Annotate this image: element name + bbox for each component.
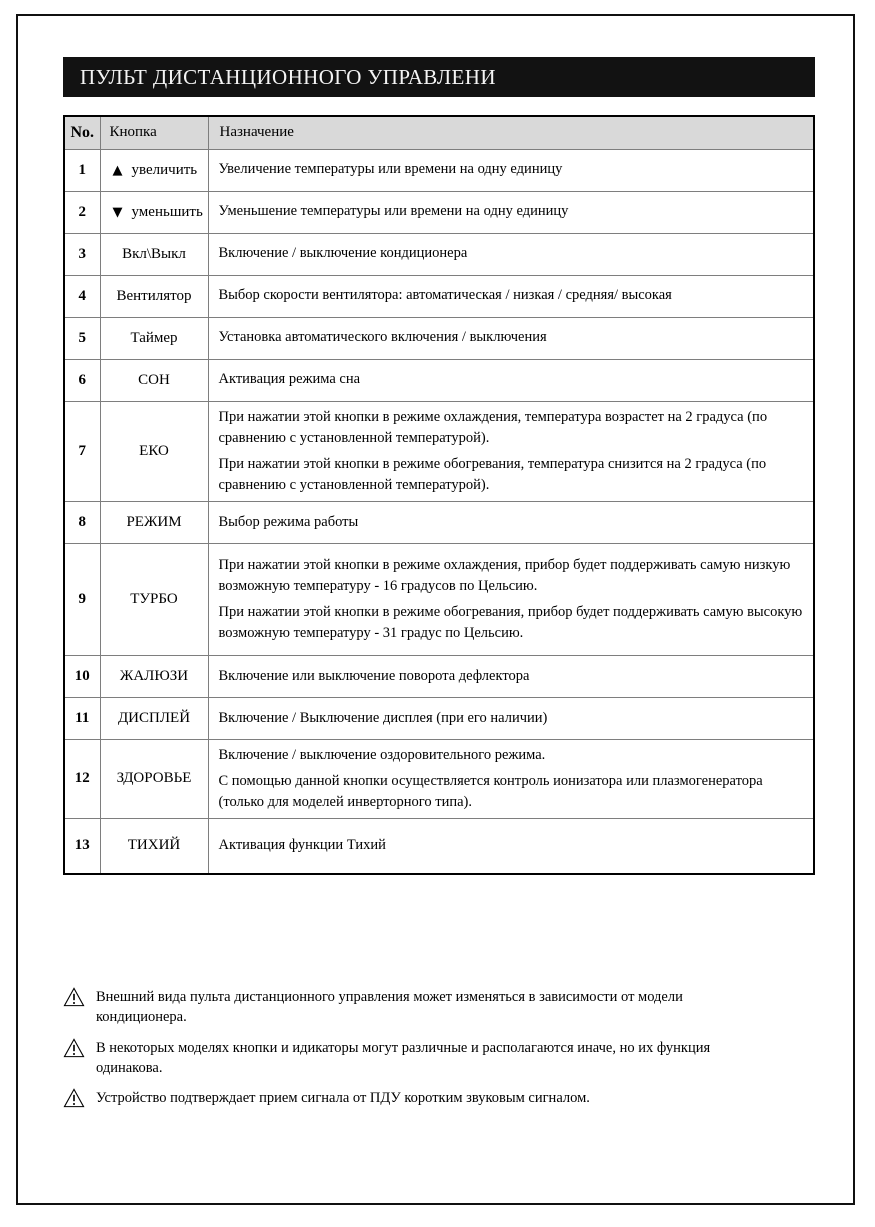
section-title-bar: [63, 57, 815, 97]
purpose-paragraph: С помощью данной кнопки осуществляется контроль ионизатора или плазмогенератора (только для моделей инверторного типа).: [218, 772, 763, 810]
purpose-cell: [208, 655, 814, 697]
purpose-paragraph: Включение / Выключение дисплея (при его наличии): [218, 709, 548, 726]
row-number-cell: 12: [64, 739, 100, 818]
button-name-cell: [100, 697, 208, 739]
note-text: Устройство подтверждает прием сигнала от ПДУ коротким звуковым сигналом.: [96, 1090, 590, 1107]
row-number-cell: 1: [64, 149, 100, 191]
purpose-cell: [208, 543, 814, 655]
column-header-no: No.: [64, 116, 100, 149]
button-name-cell: [100, 501, 208, 543]
row-number-cell: 10: [64, 655, 100, 697]
table-row: [64, 739, 814, 818]
button-name-cell: [100, 317, 208, 359]
purpose-paragraph: Активация функции Тихий: [218, 837, 386, 854]
note-text: В некоторых моделях кнопки и идикаторы могут различные и располагаются иначе, но их функция одинакова.: [96, 1039, 711, 1076]
button-name-cell: [100, 191, 208, 233]
column-header-button: Кнопка: [100, 116, 208, 149]
row-number-cell: 2: [64, 191, 100, 233]
purpose-paragraph: При нажатии этой кнопки в режиме охлаждения, температура возрастет на 2 градуса (по сравнению с установленной температурой).: [218, 408, 768, 446]
button-name-cell: [100, 543, 208, 655]
table-row: [64, 543, 814, 655]
table-row: [64, 275, 814, 317]
row-number-cell: 11: [64, 697, 100, 739]
button-table-body: [64, 149, 814, 874]
purpose-paragraph: Включение / выключение кондиционера: [218, 245, 468, 262]
row-number-cell: 9: [64, 543, 100, 655]
row-number-cell: 5: [64, 317, 100, 359]
note-text: Внешний вида пульта дистанционного управления может изменяться в зависимости от модели кондиционера.: [96, 989, 683, 1026]
warning-triangle-icon: [63, 987, 85, 1007]
header-row: [64, 116, 814, 149]
row-number-cell: 7: [64, 401, 100, 501]
purpose-cell: [208, 233, 814, 275]
purpose-cell: [208, 818, 814, 874]
purpose-cell: [208, 401, 814, 501]
button-label: Вкл\Выкл: [122, 245, 186, 262]
warning-triangle-icon: [63, 1038, 85, 1058]
purpose-cell: [208, 739, 814, 818]
purpose-paragraph: Активация режима сна: [218, 371, 361, 388]
table-row: [64, 501, 814, 543]
button-label-with-icon: [102, 162, 207, 179]
row-number-cell: 8: [64, 501, 100, 543]
triangle-up-icon: ▲: [112, 162, 123, 178]
purpose-cell: [208, 359, 814, 401]
table-row: [64, 149, 814, 191]
button-name-cell: [100, 655, 208, 697]
remote-buttons-table: [63, 115, 815, 875]
button-name-cell: [100, 818, 208, 874]
purpose-cell: [208, 501, 814, 543]
row-number-cell: 13: [64, 818, 100, 874]
table-row: [64, 818, 814, 874]
purpose-paragraph: Включение / выключение оздоровительного режима.: [218, 746, 546, 763]
page-title: ПУЛЬТ ДИСТАНЦИОННОГО УПРАВЛЕНИ: [80, 65, 496, 89]
button-label: ЗДОРОВЬЕ: [116, 770, 192, 787]
table-row: [64, 401, 814, 501]
button-label: ЕКО: [139, 442, 169, 459]
purpose-paragraph: При нажатии этой кнопки в режиме обогревания, температура снизится на 2 градуса (по сравнению с установленной температурой).: [218, 455, 767, 493]
purpose-paragraph: Выбор режима работы: [218, 513, 359, 530]
purpose-paragraph: При нажатии этой кнопки в режиме охлаждения, прибор будет поддерживать самую низкую возможную температуру - 16 градусов по Цельсию.: [218, 556, 791, 594]
button-label: СОН: [138, 371, 170, 388]
button-name-cell: [100, 401, 208, 501]
button-name-cell: [100, 275, 208, 317]
row-number-cell: 6: [64, 359, 100, 401]
purpose-paragraph: Уменьшение температуры или времени на одну единицу: [218, 203, 569, 220]
table-row: [64, 655, 814, 697]
warning-triangle-icon: [63, 1088, 85, 1108]
purpose-cell: [208, 191, 814, 233]
purpose-cell: [208, 275, 814, 317]
button-name-cell: [100, 739, 208, 818]
button-label: уменьшить: [131, 203, 203, 220]
button-label: Вентилятор: [116, 287, 192, 304]
table-row: [64, 317, 814, 359]
row-number-cell: 3: [64, 233, 100, 275]
purpose-paragraph: Включение или выключение поворота дефлектора: [218, 667, 530, 684]
table-row: [64, 233, 814, 275]
purpose-cell: [208, 697, 814, 739]
purpose-paragraph: Установка автоматического включения / выключения: [218, 329, 547, 346]
purpose-paragraph: Увеличение температуры или времени на одну единицу: [218, 161, 563, 178]
table-header: [64, 116, 814, 149]
purpose-paragraph: Выбор скорости вентилятора: автоматическая / низкая / средняя/ высокая: [218, 287, 672, 304]
button-label: ДИСПЛЕЙ: [117, 709, 191, 726]
button-label: РЕЖИМ: [126, 513, 182, 530]
purpose-cell: [208, 149, 814, 191]
note-item: [63, 1038, 769, 1079]
page-content: [63, 57, 815, 1119]
button-label: Таймер: [130, 329, 178, 346]
button-label: ТИХИЙ: [127, 837, 181, 854]
table-row: [64, 191, 814, 233]
button-name-cell: [100, 359, 208, 401]
button-label: увеличить: [131, 161, 198, 178]
table-row: [64, 359, 814, 401]
table-row: [64, 697, 814, 739]
button-label-with-icon: [102, 204, 207, 221]
column-header-purpose: Назначение: [208, 116, 814, 149]
row-number-cell: 4: [64, 275, 100, 317]
button-label: ТУРБО: [130, 590, 178, 607]
note-item: [63, 1088, 769, 1108]
button-name-cell: [100, 149, 208, 191]
button-name-cell: [100, 233, 208, 275]
page-border: [16, 14, 855, 1205]
triangle-down-icon: ▼: [112, 204, 123, 220]
button-label: ЖАЛЮЗИ: [119, 667, 189, 684]
purpose-cell: [208, 317, 814, 359]
purpose-paragraph: При нажатии этой кнопки в режиме обогревания, прибор будет поддерживать самую высокую возможную температуру - 31 градус по Цельсию.: [218, 603, 803, 641]
notes-section: [63, 987, 769, 1108]
note-item: [63, 987, 769, 1028]
